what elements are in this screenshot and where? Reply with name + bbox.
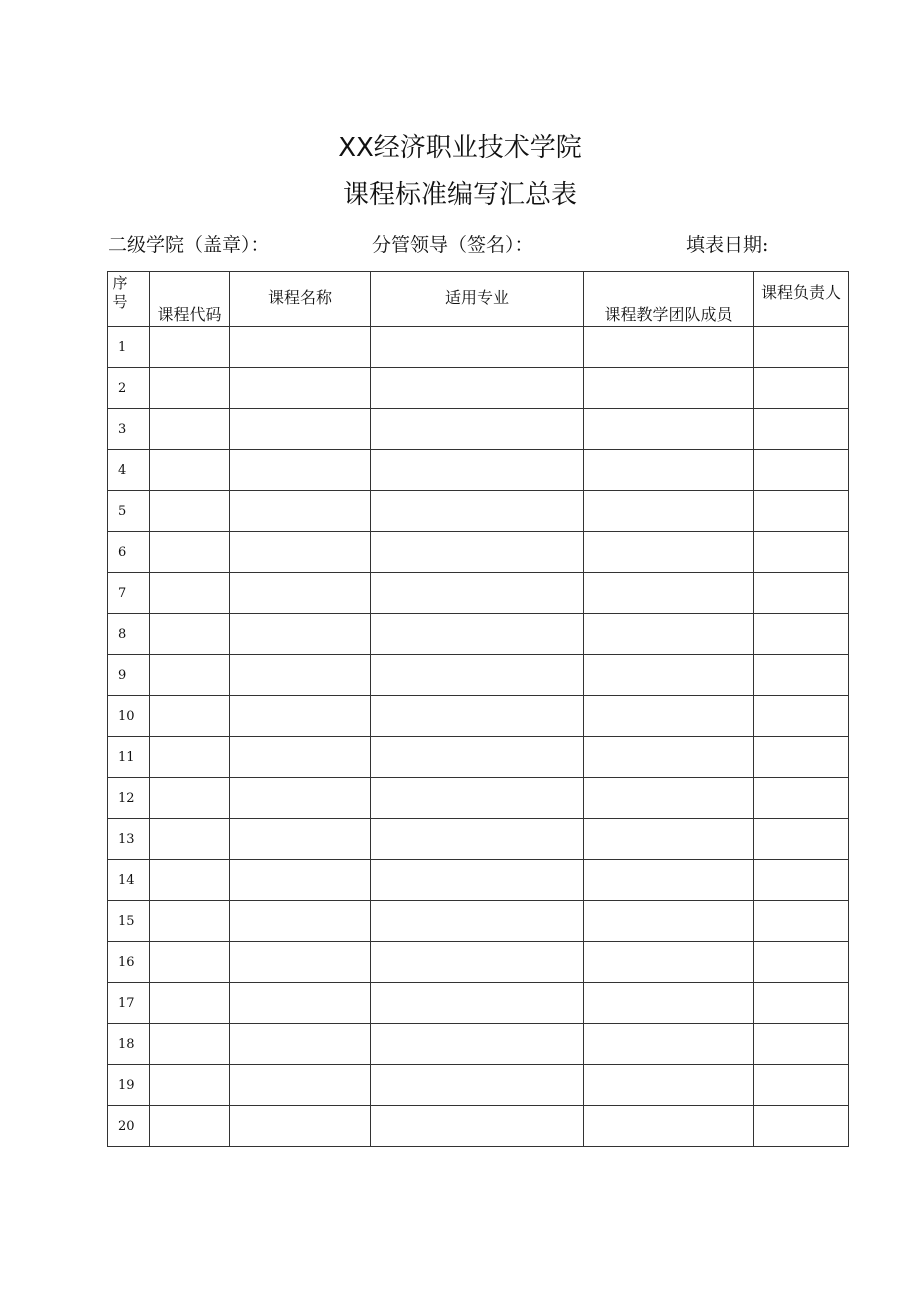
row-number: 1 — [108, 327, 150, 368]
team-members-cell[interactable] — [584, 409, 754, 450]
team-members-cell[interactable] — [584, 942, 754, 983]
row-number: 14 — [108, 860, 150, 901]
row-number: 5 — [108, 491, 150, 532]
course-name-cell[interactable] — [230, 1024, 371, 1065]
course-name-cell[interactable] — [230, 491, 371, 532]
row-number: 11 — [108, 737, 150, 778]
row-number: 19 — [108, 1065, 150, 1106]
row-number: 18 — [108, 1024, 150, 1065]
row-number: 7 — [108, 573, 150, 614]
document-title: XX经济职业技术学院 — [338, 133, 582, 163]
table-row — [108, 737, 849, 778]
major-cell[interactable] — [371, 409, 584, 450]
course-name-cell[interactable] — [230, 573, 371, 614]
course-code-cell[interactable] — [150, 450, 230, 491]
course-name-cell[interactable] — [230, 532, 371, 573]
table-row — [108, 1106, 849, 1147]
row-number: 17 — [108, 983, 150, 1024]
table-row — [108, 819, 849, 860]
college-stamp-label: 二级学院（盖章）： — [108, 234, 270, 256]
table-row — [108, 983, 849, 1024]
col-header-team-members: 课程教学团队成员 — [584, 272, 754, 327]
row-number: 13 — [108, 819, 150, 860]
major-cell[interactable] — [371, 737, 584, 778]
document-subtitle: 课程标准编写汇总表 — [342, 180, 577, 210]
row-number: 12 — [108, 778, 150, 819]
course-name-cell[interactable] — [230, 942, 371, 983]
course-leader-cell[interactable] — [754, 696, 849, 737]
course-code-cell[interactable] — [150, 1024, 230, 1065]
table-row — [108, 696, 849, 737]
course-name-cell[interactable] — [230, 368, 371, 409]
major-cell[interactable] — [371, 327, 584, 368]
col-header-course-leader: 课程负责人 — [754, 272, 849, 327]
table-row — [108, 942, 849, 983]
major-cell[interactable] — [371, 655, 584, 696]
table-row — [108, 491, 849, 532]
course-code-cell[interactable] — [150, 573, 230, 614]
major-cell[interactable] — [371, 368, 584, 409]
course-leader-cell[interactable] — [754, 819, 849, 860]
course-code-cell[interactable] — [150, 737, 230, 778]
course-code-cell[interactable] — [150, 327, 230, 368]
col-header-major: 适用专业 — [371, 272, 584, 327]
major-cell[interactable] — [371, 450, 584, 491]
leader-signature-label: 分管领导（签名）： — [372, 234, 534, 256]
course-name-cell[interactable] — [230, 860, 371, 901]
team-members-cell[interactable] — [584, 327, 754, 368]
table-row — [108, 655, 849, 696]
team-members-cell[interactable] — [584, 901, 754, 942]
course-code-cell[interactable] — [150, 491, 230, 532]
table-row — [108, 409, 849, 450]
team-members-cell[interactable] — [584, 860, 754, 901]
major-cell[interactable] — [371, 942, 584, 983]
course-code-cell[interactable] — [150, 778, 230, 819]
col-header-seq: 序号 — [108, 272, 150, 327]
col-header-course-name: 课程名称 — [230, 272, 371, 327]
row-number: 2 — [108, 368, 150, 409]
table-row — [108, 573, 849, 614]
major-cell[interactable] — [371, 532, 584, 573]
course-leader-cell[interactable] — [754, 778, 849, 819]
course-leader-cell[interactable] — [754, 1065, 849, 1106]
course-leader-cell[interactable] — [754, 409, 849, 450]
row-number: 9 — [108, 655, 150, 696]
team-members-cell[interactable] — [584, 573, 754, 614]
course-code-cell[interactable] — [150, 819, 230, 860]
course-code-cell[interactable] — [150, 655, 230, 696]
course-name-cell[interactable] — [230, 450, 371, 491]
major-cell[interactable] — [371, 1024, 584, 1065]
team-members-cell[interactable] — [584, 778, 754, 819]
course-leader-cell[interactable] — [754, 491, 849, 532]
course-leader-cell[interactable] — [754, 1106, 849, 1147]
team-members-cell[interactable] — [584, 491, 754, 532]
course-leader-cell[interactable] — [754, 860, 849, 901]
course-name-cell[interactable] — [230, 409, 371, 450]
table-row — [108, 860, 849, 901]
row-number: 16 — [108, 942, 150, 983]
major-cell[interactable] — [371, 901, 584, 942]
team-members-cell[interactable] — [584, 696, 754, 737]
course-name-cell[interactable] — [230, 1065, 371, 1106]
course-leader-cell[interactable] — [754, 532, 849, 573]
table-row — [108, 532, 849, 573]
major-cell[interactable] — [371, 860, 584, 901]
course-leader-cell[interactable] — [754, 614, 849, 655]
course-leader-cell[interactable] — [754, 655, 849, 696]
course-code-cell[interactable] — [150, 368, 230, 409]
table-row — [108, 1024, 849, 1065]
table-row — [108, 614, 849, 655]
course-code-cell[interactable] — [150, 983, 230, 1024]
table-row — [108, 327, 849, 368]
major-cell[interactable] — [371, 614, 584, 655]
summary-table — [107, 271, 849, 1147]
course-code-cell[interactable] — [150, 696, 230, 737]
course-leader-cell[interactable] — [754, 942, 849, 983]
course-leader-cell[interactable] — [754, 450, 849, 491]
course-leader-cell[interactable] — [754, 983, 849, 1024]
course-name-cell[interactable] — [230, 696, 371, 737]
team-members-cell[interactable] — [584, 532, 754, 573]
course-code-cell[interactable] — [150, 614, 230, 655]
course-name-cell[interactable] — [230, 778, 371, 819]
team-members-cell[interactable] — [584, 737, 754, 778]
team-members-cell[interactable] — [584, 614, 754, 655]
row-number: 10 — [108, 696, 150, 737]
team-members-cell[interactable] — [584, 1024, 754, 1065]
course-leader-cell[interactable] — [754, 368, 849, 409]
course-code-cell[interactable] — [150, 942, 230, 983]
course-code-cell[interactable] — [150, 1065, 230, 1106]
major-cell[interactable] — [371, 573, 584, 614]
table-row — [108, 368, 849, 409]
course-leader-cell[interactable] — [754, 901, 849, 942]
table-header-row — [108, 272, 849, 327]
row-number: 4 — [108, 450, 150, 491]
team-members-cell[interactable] — [584, 819, 754, 860]
col-header-course-code: 课程代码 — [150, 272, 230, 327]
course-name-cell[interactable] — [230, 1106, 371, 1147]
course-code-cell[interactable] — [150, 1106, 230, 1147]
table-row — [108, 778, 849, 819]
course-name-cell[interactable] — [230, 983, 371, 1024]
course-code-cell[interactable] — [150, 860, 230, 901]
course-code-cell[interactable] — [150, 901, 230, 942]
table-row — [108, 450, 849, 491]
team-members-cell[interactable] — [584, 368, 754, 409]
course-code-cell[interactable] — [150, 532, 230, 573]
team-members-cell[interactable] — [584, 655, 754, 696]
team-members-cell[interactable] — [584, 1065, 754, 1106]
course-leader-cell[interactable] — [754, 1024, 849, 1065]
row-number: 8 — [108, 614, 150, 655]
major-cell[interactable] — [371, 696, 584, 737]
major-cell[interactable] — [371, 983, 584, 1024]
major-cell[interactable] — [371, 491, 584, 532]
course-leader-cell[interactable] — [754, 573, 849, 614]
row-number: 20 — [108, 1106, 150, 1147]
major-cell[interactable] — [371, 819, 584, 860]
team-members-cell[interactable] — [584, 450, 754, 491]
major-cell[interactable] — [371, 778, 584, 819]
row-number: 3 — [108, 409, 150, 450]
course-leader-cell[interactable] — [754, 737, 849, 778]
course-leader-cell[interactable] — [754, 327, 849, 368]
course-name-cell[interactable] — [230, 819, 371, 860]
table-row — [108, 901, 849, 942]
major-cell[interactable] — [371, 1065, 584, 1106]
course-name-cell[interactable] — [230, 655, 371, 696]
course-code-cell[interactable] — [150, 409, 230, 450]
course-name-cell[interactable] — [230, 614, 371, 655]
team-members-cell[interactable] — [584, 1106, 754, 1147]
major-cell[interactable] — [371, 1106, 584, 1147]
team-members-cell[interactable] — [584, 983, 754, 1024]
course-name-cell[interactable] — [230, 901, 371, 942]
course-name-cell[interactable] — [230, 737, 371, 778]
table-row — [108, 1065, 849, 1106]
fill-date-label: 填表日期: — [686, 234, 769, 256]
course-name-cell[interactable] — [230, 327, 371, 368]
row-number: 6 — [108, 532, 150, 573]
row-number: 15 — [108, 901, 150, 942]
